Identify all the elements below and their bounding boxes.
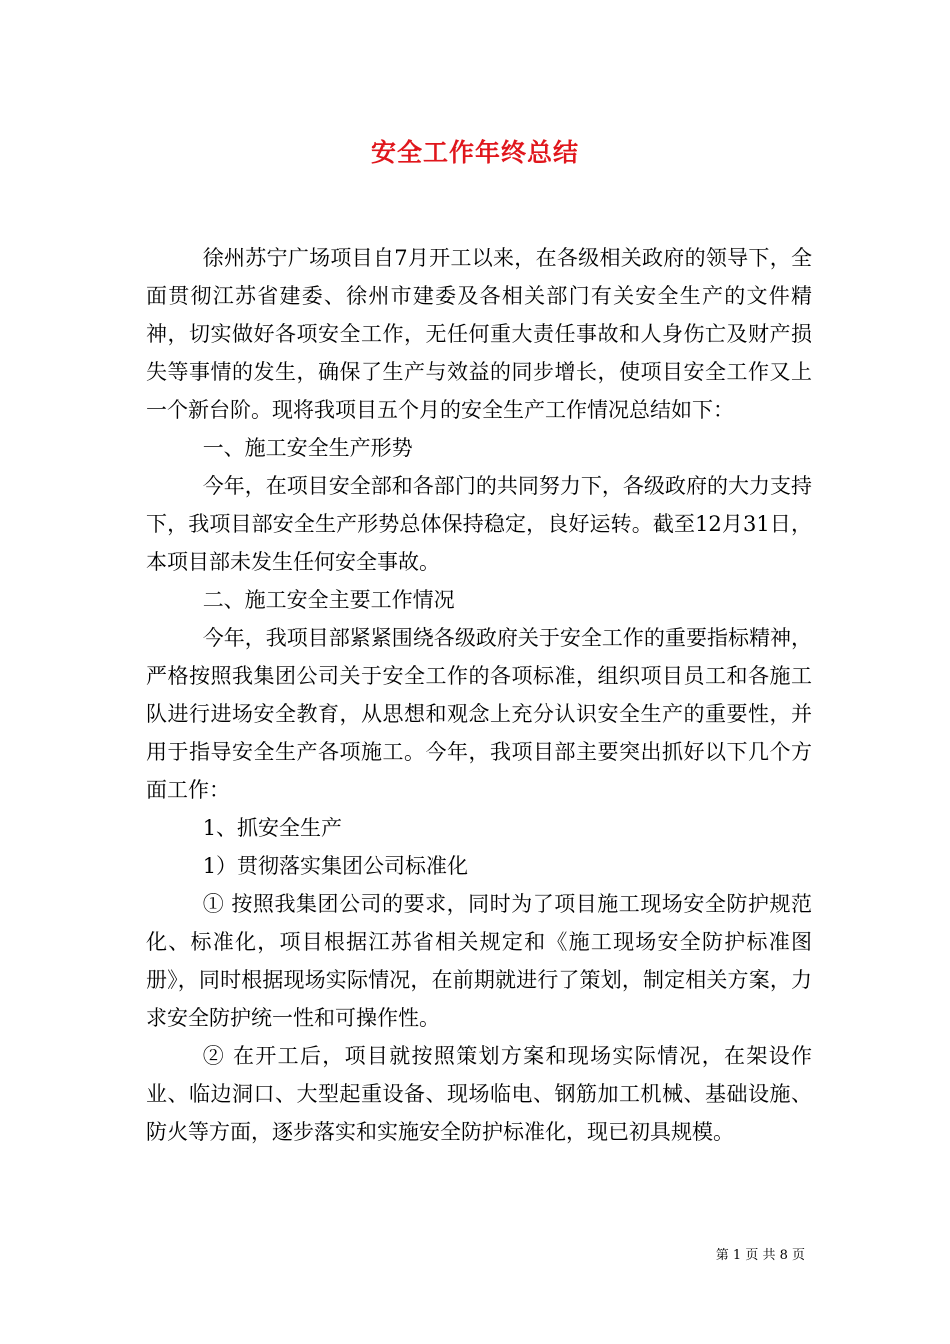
subheading-1-1: 1）贯彻落实集团公司标准化 <box>202 854 469 878</box>
paragraph-section-1: 今年，在项目安全部和各部门的共同努力下，各级政府的大力支持下，我项目部安全生产形势总体保持稳定，良好运转。截至12月31日，本项目部未发生任何安全事故。 <box>146 474 812 574</box>
paragraph-item-1: ① 按照我集团公司的要求，同时为了项目施工现场安全防护规范化、标准化，项目根据江苏省相关规定和《施工现场安全防护标准图册》，同时根据现场实际情况，在前期就进行了策划，制定相关方案，力求安全防护统一性和可操作性。 <box>146 892 812 1030</box>
page-number: 第 1 页 共 8 页 <box>715 1248 805 1263</box>
heading-section-1: 一、施工安全生产形势 <box>202 436 413 460</box>
heading-section-2: 二、施工安全主要工作情况 <box>202 588 455 612</box>
subheading-1: 1、抓安全生产 <box>202 816 343 840</box>
paragraph-intro: 徐州苏宁广场项目自7月开工以来，在各级相关政府的领导下，全面贯彻江苏省建委、徐州市建委及各相关部门有关安全生产的文件精神，切实做好各项安全工作，无任何重大责任事故和人身伤亡及财产损失等事情的发生，确保了生产与效益的同步增长，使项目安全工作又上一个新台阶。现将我项目五个月的安全生产工作情况总结如下： <box>146 246 812 422</box>
document-body <box>146 239 812 1151</box>
paragraph-item-2: ② 在开工后，项目就按照策划方案和现场实际情况，在架设作业、临边洞口、大型起重设备、现场临电、钢筋加工机械、基础设施、防火等方面，逐步落实和实施安全防护标准化，现已初具规模。 <box>146 1044 812 1144</box>
page-title: 安全工作年终总结 <box>370 138 579 167</box>
paragraph-section-2: 今年，我项目部紧紧围绕各级政府关于安全工作的重要指标精神，严格按照我集团公司关于安全工作的各项标准，组织项目员工和各施工队进行进场安全教育，从思想和观念上充分认识安全生产的重要性，并用于指导安全生产各项施工。今年，我项目部主要突出抓好以下几个方面工作： <box>146 626 812 802</box>
